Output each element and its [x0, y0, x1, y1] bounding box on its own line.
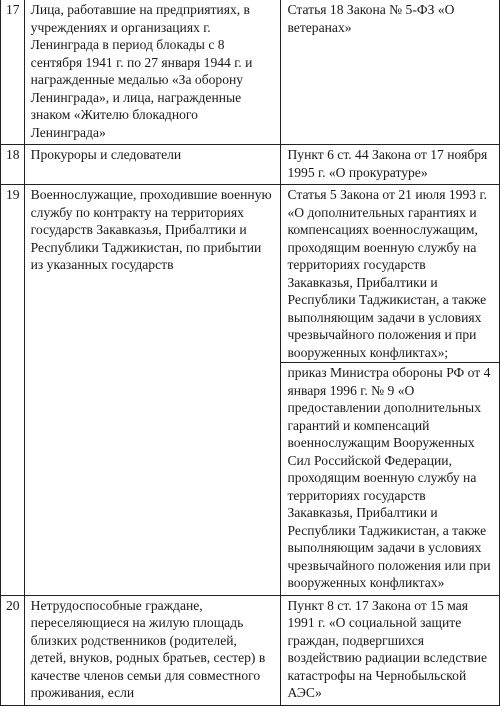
table-row	[1, 145, 500, 185]
legal-basis	[281, 595, 500, 705]
beneficiary-category: Прокуроры и следователи	[24, 145, 281, 185]
table-row	[1, 185, 500, 596]
legal-basis	[281, 185, 500, 596]
beneficiary-category: Военнослужащие, проходившие военную службу по контракту на территориях государств Закавказья, Прибалтики и Республики Таджикистан, по прибытии из указанных государств	[24, 185, 281, 596]
beneficiary-category: Лица, работавшие на предприятиях, в учреждениях и организациях г. Ленинграда в период блокады с 8 сентября 1941 г. по 27 января 1944 г. и награжденные медалью «За оборону Ленинграда», и лица, награжденные знаком «Жителю блокадного Ленинграда»	[24, 0, 281, 145]
legal-basis-item: Пункт 6 ст. 44 Закона от 17 ноября 1995 г. «О прокуратуре»	[287, 147, 488, 180]
row-number: 17	[1, 0, 25, 145]
row-number: 18	[1, 145, 25, 185]
row-number: 19	[1, 185, 25, 596]
row-number: 20	[1, 595, 25, 705]
table-row	[1, 595, 500, 705]
legal-basis	[281, 145, 500, 185]
legal-basis	[281, 0, 500, 145]
beneficiary-category: Нетрудоспособные граждане, переселяющиеся на жилую площадь близких родственников (родителей, детей, внуков, родных братьев, сестер) в качестве членов семьи для совместного проживания, если	[24, 595, 281, 705]
legal-basis-item: Статья 18 Закона № 5-ФЗ «О ветеранах»	[287, 2, 455, 35]
legal-basis-item: приказ Министра обороны РФ от 4 января 1996 г. № 9 «О предоставлении дополнительных гарантий и компенсаций военнослужащим Вооруженных Сил Российской Федерации, проходящим военную службу на территориях государств Закавказья, Прибалтики и Республики Таджикистан, а также выполняющим задачи в условиях чрезвычайного положения или при вооруженных конфликтах»	[281, 362, 499, 592]
legal-basis-item: Статья 5 Закона от 21 июля 1993 г. «О дополнительных гарантиях и компенсациях военнослужащим, проходящим военную службу на территориях государств Закавказья, Прибалтики и Республики Таджикистан, а также выполняющим задачи в условиях чрезвычайного положения и при вооруженных конфликтах»;	[287, 187, 487, 360]
table-row	[1, 0, 500, 145]
legal-basis-item: Пункт 8 ст. 17 Закона от 15 мая 1991 г. «О социальной защите граждан, подвергшихся воздействию радиации вследствие катастрофы на Чернобыльской АЭС»	[287, 597, 488, 700]
